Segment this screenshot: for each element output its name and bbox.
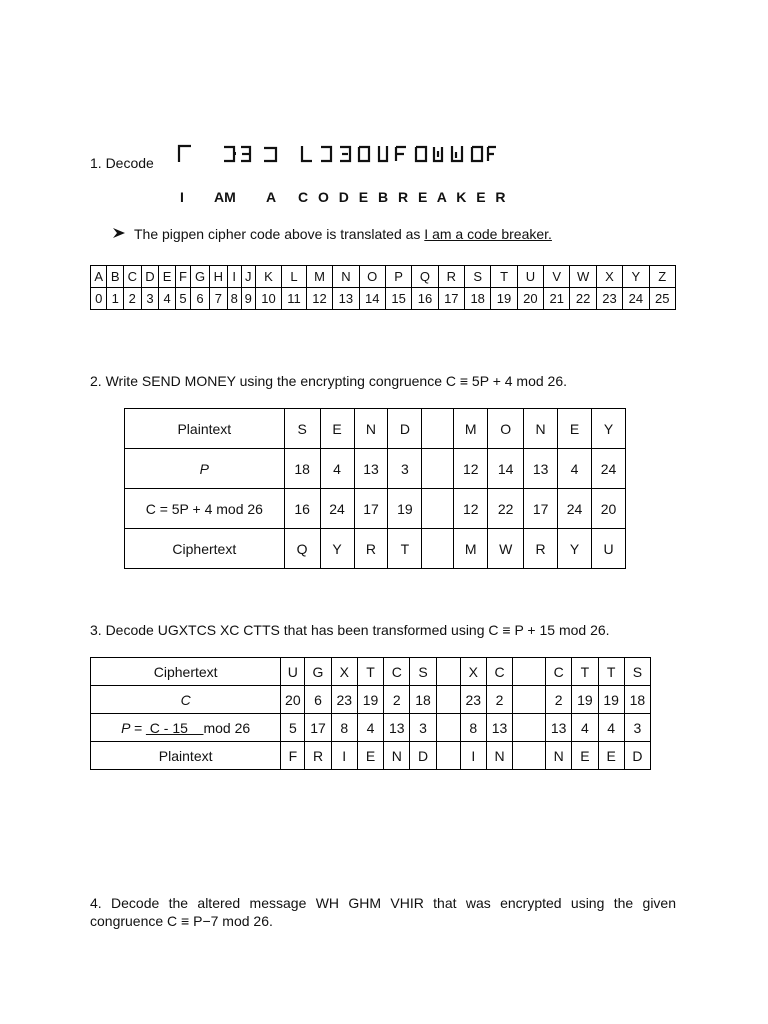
letter-cell: O (359, 266, 385, 288)
table-cell (436, 686, 460, 714)
table-cell: O (488, 409, 524, 449)
decoded-word-3: A (266, 189, 277, 205)
row-header: C = 5P + 4 mod 26 (125, 489, 285, 529)
arrow-right-icon (112, 226, 134, 242)
q2-row-ciphertext (125, 529, 626, 569)
table-cell: T (388, 529, 422, 569)
row-header: Ciphertext (91, 658, 281, 686)
table-cell: M (454, 529, 488, 569)
letter-cell: P (385, 266, 411, 288)
letter-cell: Z (649, 266, 675, 288)
number-cell: 19 (491, 288, 517, 310)
row-header: Plaintext (125, 409, 285, 449)
number-cell: 14 (359, 288, 385, 310)
letter-cell: G (191, 266, 210, 288)
table-cell: U (592, 529, 626, 569)
letter-cell: I (227, 266, 241, 288)
number-cell: 10 (255, 288, 281, 310)
q2-table (124, 408, 626, 569)
table-cell: 4 (572, 714, 598, 742)
letter-cell: L (282, 266, 307, 288)
table-cell: N (486, 742, 512, 770)
letter-cell: Q (412, 266, 438, 288)
number-cell: 15 (385, 288, 411, 310)
number-cell: 16 (412, 288, 438, 310)
table-cell (422, 449, 454, 489)
letter-cell: H (210, 266, 228, 288)
table-cell: C (384, 658, 410, 686)
p-prefix: P = (121, 719, 146, 736)
table-cell (422, 409, 454, 449)
table-cell: 2 (486, 686, 512, 714)
numbers-row (91, 288, 676, 310)
table-cell: 4 (598, 714, 624, 742)
table-cell: T (357, 658, 383, 686)
table-cell: N (546, 742, 572, 770)
table-cell: Y (558, 529, 592, 569)
q3-label: 3. Decode UGXTCS XC CTTS that has been transformed using C ≡ P + 15 mod 26. (90, 622, 610, 638)
number-cell: 7 (210, 288, 228, 310)
number-cell: 0 (91, 288, 107, 310)
number-cell: 3 (141, 288, 159, 310)
table-cell: 13 (384, 714, 410, 742)
table-cell: 18 (624, 686, 650, 714)
q1-label: 1. Decode (90, 155, 154, 171)
q1-bullet (112, 226, 552, 242)
table-cell: 24 (558, 489, 592, 529)
letter-cell: W (570, 266, 596, 288)
pigpen-cipher-message (176, 142, 496, 166)
table-cell (513, 742, 546, 770)
alphabet-table (90, 265, 676, 310)
bullet-text: The pigpen cipher code above is translated as (134, 226, 425, 242)
table-cell: M (454, 409, 488, 449)
table-cell: 8 (460, 714, 486, 742)
table-cell: Q (284, 529, 320, 569)
table-cell: 17 (305, 714, 331, 742)
number-cell: 9 (241, 288, 255, 310)
table-cell: D (388, 409, 422, 449)
letter-cell: B (107, 266, 123, 288)
table-cell: R (524, 529, 558, 569)
row-header: P (125, 449, 285, 489)
table-cell: 19 (572, 686, 598, 714)
q3-table (90, 657, 651, 770)
table-cell: R (305, 742, 331, 770)
table-cell: I (460, 742, 486, 770)
letter-cell: E (159, 266, 175, 288)
table-cell: 19 (598, 686, 624, 714)
table-cell: 13 (486, 714, 512, 742)
number-cell: 18 (465, 288, 491, 310)
table-cell: I (331, 742, 357, 770)
number-cell: 24 (623, 288, 649, 310)
number-cell: 22 (570, 288, 596, 310)
table-cell: E (598, 742, 624, 770)
table-cell: N (384, 742, 410, 770)
table-cell (422, 529, 454, 569)
letter-cell: Y (623, 266, 649, 288)
table-cell: 19 (357, 686, 383, 714)
table-cell: E (558, 409, 592, 449)
q3-row-p (91, 714, 651, 742)
number-cell: 11 (282, 288, 307, 310)
table-cell: 3 (624, 714, 650, 742)
table-cell (436, 714, 460, 742)
table-cell: X (460, 658, 486, 686)
table-cell: 18 (410, 686, 436, 714)
table-cell: D (624, 742, 650, 770)
number-cell: 1 (107, 288, 123, 310)
table-cell: 2 (384, 686, 410, 714)
letter-cell: M (306, 266, 332, 288)
p-suffix: mod 26 (203, 719, 251, 736)
table-cell: W (488, 529, 524, 569)
q3-row-plaintext (91, 742, 651, 770)
pigpen-glyphs (176, 142, 496, 166)
table-cell: 8 (331, 714, 357, 742)
table-cell: G (305, 658, 331, 686)
number-cell: 4 (159, 288, 175, 310)
table-cell: 17 (354, 489, 388, 529)
letter-cell: X (596, 266, 622, 288)
table-cell: Y (592, 409, 626, 449)
table-cell: E (357, 742, 383, 770)
p-formula: C - 15 (145, 719, 204, 736)
table-cell: C (546, 658, 572, 686)
table-cell: T (572, 658, 598, 686)
q3-row-c (91, 686, 651, 714)
table-cell: 3 (410, 714, 436, 742)
table-cell: S (284, 409, 320, 449)
table-cell: 13 (524, 449, 558, 489)
table-cell: 2 (546, 686, 572, 714)
table-cell: S (410, 658, 436, 686)
table-cell: N (354, 409, 388, 449)
letter-cell: F (175, 266, 190, 288)
q2-row-p (125, 449, 626, 489)
table-cell: Y (320, 529, 354, 569)
table-cell: 3 (388, 449, 422, 489)
table-cell: E (320, 409, 354, 449)
number-cell: 5 (175, 288, 190, 310)
table-cell (436, 658, 460, 686)
q4-text: 4. Decode the altered message WH GHM VHIR that was encrypted using the given congruence C ≡ P−7 mod 26. (90, 895, 676, 929)
number-cell: 25 (649, 288, 675, 310)
table-cell: 18 (284, 449, 320, 489)
table-cell: 5 (281, 714, 305, 742)
table-cell: 4 (357, 714, 383, 742)
letter-cell: D (141, 266, 159, 288)
table-cell: 4 (558, 449, 592, 489)
letter-cell: V (544, 266, 570, 288)
table-cell: R (354, 529, 388, 569)
decoded-word-4: C O D E B R E A K E R (298, 189, 508, 205)
table-cell: 19 (388, 489, 422, 529)
letter-cell: T (491, 266, 517, 288)
table-cell: 14 (488, 449, 524, 489)
decoded-word-1: I (180, 189, 184, 205)
row-header: Ciphertext (125, 529, 285, 569)
table-cell: F (281, 742, 305, 770)
table-cell: 16 (284, 489, 320, 529)
table-cell (513, 658, 546, 686)
letter-cell: A (91, 266, 107, 288)
table-cell: 24 (592, 449, 626, 489)
table-cell (513, 714, 546, 742)
number-cell: 2 (123, 288, 141, 310)
table-cell: 6 (305, 686, 331, 714)
letter-cell: C (123, 266, 141, 288)
row-header: Plaintext (91, 742, 281, 770)
table-cell: 12 (454, 449, 488, 489)
letter-cell: S (465, 266, 491, 288)
table-cell: N (524, 409, 558, 449)
table-cell: C (486, 658, 512, 686)
table-cell: 13 (354, 449, 388, 489)
table-cell: 17 (524, 489, 558, 529)
q2-row-c (125, 489, 626, 529)
table-cell: S (624, 658, 650, 686)
letter-cell: U (517, 266, 543, 288)
table-cell: 24 (320, 489, 354, 529)
q3-row-ciphertext (91, 658, 651, 686)
number-cell: 23 (596, 288, 622, 310)
table-cell: 4 (320, 449, 354, 489)
table-cell: 13 (546, 714, 572, 742)
table-cell: U (281, 658, 305, 686)
number-cell: 17 (438, 288, 464, 310)
number-cell: 12 (306, 288, 332, 310)
bullet-underlined: I am a code breaker. (424, 226, 552, 242)
q2-label: 2. Write SEND MONEY using the encrypting congruence C ≡ 5P + 4 mod 26. (90, 373, 568, 389)
letter-cell: K (255, 266, 281, 288)
table-cell (436, 742, 460, 770)
decoded-word-2: AM (214, 189, 236, 205)
number-cell: 20 (517, 288, 543, 310)
table-cell: 23 (460, 686, 486, 714)
q2-row-plaintext (125, 409, 626, 449)
table-cell: E (572, 742, 598, 770)
number-cell: 8 (227, 288, 241, 310)
number-cell: 6 (191, 288, 210, 310)
letter-cell: N (333, 266, 359, 288)
table-cell: 23 (331, 686, 357, 714)
table-cell: D (410, 742, 436, 770)
letter-cell: J (241, 266, 255, 288)
table-cell: 12 (454, 489, 488, 529)
table-cell: X (331, 658, 357, 686)
row-header: C (91, 686, 281, 714)
number-cell: 13 (333, 288, 359, 310)
table-cell (422, 489, 454, 529)
letter-cell: R (438, 266, 464, 288)
number-cell: 21 (544, 288, 570, 310)
table-cell: 22 (488, 489, 524, 529)
table-cell: T (598, 658, 624, 686)
table-cell (513, 686, 546, 714)
row-header-formula (91, 714, 281, 742)
letters-row (91, 266, 676, 288)
table-cell: 20 (281, 686, 305, 714)
table-cell: 20 (592, 489, 626, 529)
